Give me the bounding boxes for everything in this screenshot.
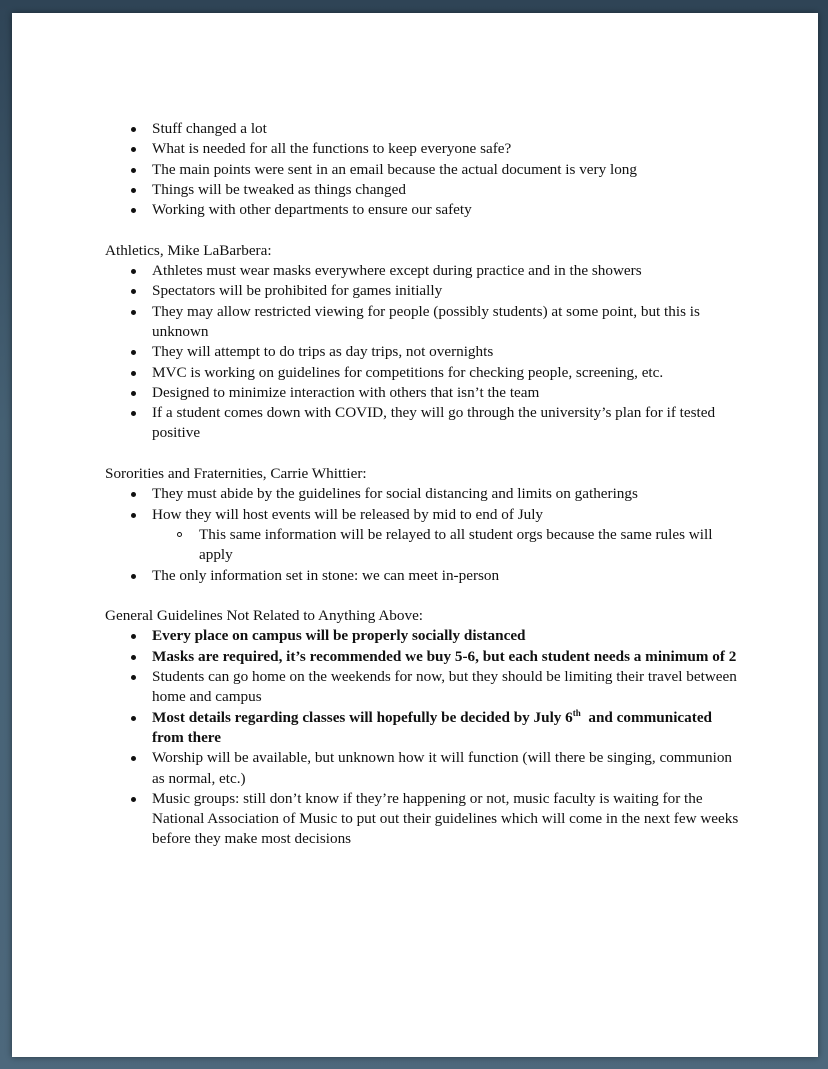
list-item: They must abide by the guidelines for social distancing and limits on gatherings [105, 484, 745, 504]
list-item: If a student comes down with COVID, they will go through the university’s plan for if tested positive [105, 403, 745, 444]
bullet-icon [131, 188, 136, 193]
bullet-icon [131, 269, 136, 274]
bullet-icon [131, 350, 136, 355]
bullet-icon [131, 513, 136, 518]
list-item: Most details regarding classes will hopefully be decided by July 6th and communicated from there [105, 708, 745, 749]
section-heading: Sororities and Fraternities, Carrie Whittier: [105, 465, 367, 483]
bullet-icon [131, 208, 136, 213]
greek-life-sublist [105, 525, 745, 566]
hollow-bullet-icon [177, 532, 182, 537]
section-heading: General Guidelines Not Related to Anything Above: [105, 607, 424, 625]
section-heading: Athletics, Mike LaBarbera: [105, 241, 272, 259]
bullet-icon [131, 756, 136, 761]
bullet-icon [131, 574, 136, 579]
athletics-section [105, 241, 745, 444]
bullet-icon [131, 492, 136, 497]
bullet-icon [131, 655, 136, 660]
bullet-icon [131, 411, 136, 416]
bullet-icon [131, 634, 136, 639]
bullet-icon [131, 675, 136, 680]
greek-life-section [105, 464, 745, 586]
athletics-list [105, 261, 745, 444]
list-item: Every place on campus will be properly socially distanced [105, 626, 745, 646]
bullet-icon [131, 168, 136, 173]
list-item: Spectators will be prohibited for games initially [105, 281, 745, 301]
list-item: They may allow restricted viewing for people (possibly students) at some point, but this is unknown [105, 302, 745, 343]
bullet-icon [131, 371, 136, 376]
bullet-icon [131, 147, 136, 152]
bullet-icon [131, 797, 136, 802]
bullet-icon [131, 289, 136, 294]
list-item: Music groups: still don’t know if they’re happening or not, music faculty is waiting for the National Association of Music to put out their guidelines which will come in the next few weeks before they make most decisions [105, 789, 745, 850]
list-item: Students can go home on the weekends for now, but they should be limiting their travel between home and campus [105, 667, 745, 708]
bullet-icon [131, 127, 136, 132]
document-body [105, 119, 745, 850]
sub-list-item: This same information will be relayed to all student orgs because the same rules will apply [105, 525, 745, 566]
list-item: Things will be tweaked as things changed [105, 180, 745, 200]
document-page [12, 13, 818, 1057]
list-item: How they will host events will be released by mid to end of July [105, 505, 745, 525]
greek-life-list [105, 484, 745, 525]
general-guidelines-section [105, 606, 745, 850]
bullet-icon [131, 716, 136, 721]
list-item: Designed to minimize interaction with others that isn’t the team [105, 383, 745, 403]
list-item: Worship will be available, but unknown how it will function (will there be singing, communion as normal, etc.) [105, 748, 745, 789]
greek-life-list-continued [105, 566, 745, 586]
list-item: Working with other departments to ensure our safety [105, 200, 745, 220]
list-item: The only information set in stone: we can meet in-person [105, 566, 745, 586]
bullet-icon [131, 310, 136, 315]
list-item: Athletes must wear masks everywhere except during practice and in the showers [105, 261, 745, 281]
bullet-icon [131, 391, 136, 396]
list-item: Stuff changed a lot [105, 119, 745, 139]
list-item: The main points were sent in an email because the actual document is very long [105, 160, 745, 180]
list-item: MVC is working on guidelines for competitions for checking people, screening, etc. [105, 363, 745, 383]
list-item: Masks are required, it’s recommended we buy 5-6, but each student needs a minimum of 2 [105, 647, 745, 667]
general-guidelines-list [105, 626, 745, 849]
list-item: They will attempt to do trips as day trips, not overnights [105, 342, 745, 362]
list-item: What is needed for all the functions to keep everyone safe? [105, 139, 745, 159]
intro-list [105, 119, 745, 220]
